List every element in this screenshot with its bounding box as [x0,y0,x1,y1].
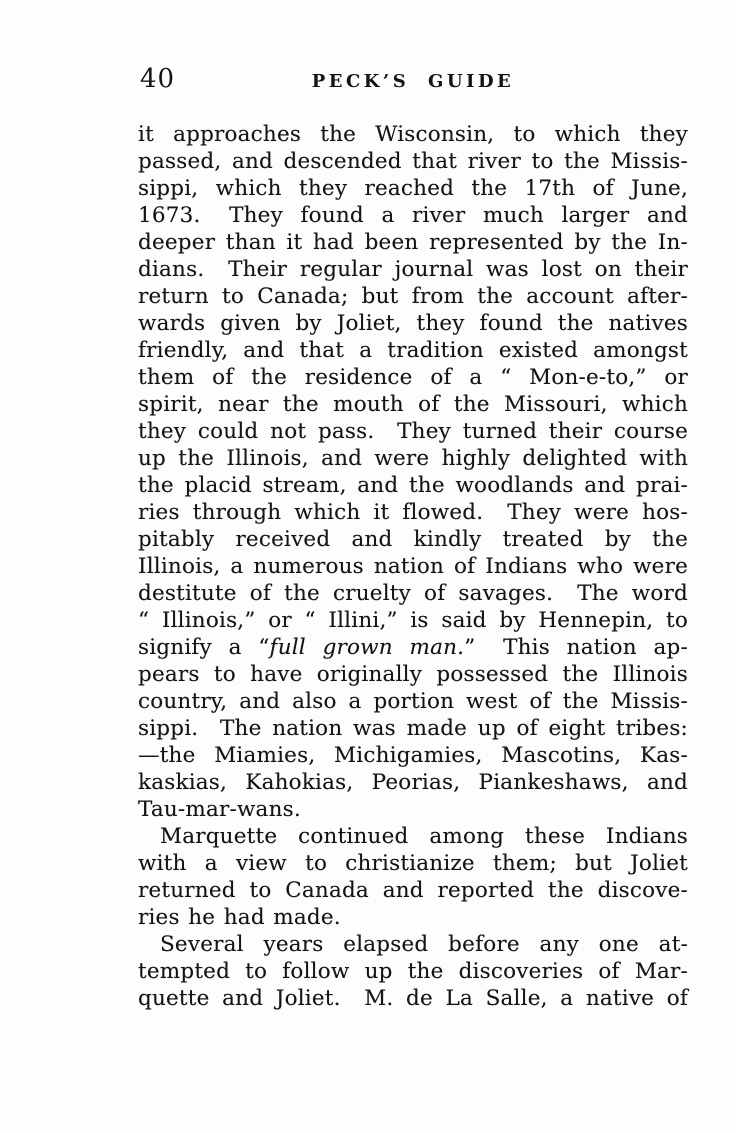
text-line: pears to have originally possessed the Illinois [138,662,688,687]
text-line: up the Illinois, and were highly delighted with [138,446,688,471]
text-line: it approaches the Wisconsin, to which they [138,122,688,147]
text-line: they could not pass. They turned their course [138,419,688,444]
text-line: quette and Joliet. M. de La Salle, a native of [138,986,688,1011]
text-line: sippi. The nation was made up of eight tribes: [138,716,688,741]
text-block [138,121,688,1012]
text-line: country, and also a portion west of the Missis- [138,689,688,714]
text-line: dians. Their regular journal was lost on their [138,257,688,282]
text-line: spirit, near the mouth of the Missouri, which [138,392,688,417]
text-line: 1673. They found a river much larger and [138,203,688,228]
text-line: friendly, and that a tradition existed amongst [138,338,688,363]
text-line: destitute of the cruelty of savages. The word [138,581,688,606]
text-line: pitably received and kindly treated by the [138,527,688,552]
text-line: ries through which it flowed. They were hos- [138,500,688,525]
text-line [138,634,688,661]
text-line: deeper than it had been represented by the In- [138,230,688,255]
text-line: returned to Canada and reported the discove- [138,878,688,903]
text-line: Tau-mar-wans. [138,797,301,822]
page-number: 40 [140,64,176,94]
text-line: tempted to follow up the discoveries of Mar- [138,959,688,984]
text-line: Several years elapsed before any one at- [160,932,688,957]
text-line: passed, and descended that river to the Missis- [138,149,688,174]
italic-phrase: full grown man. [269,635,465,660]
text-line: ries he had made. [138,905,341,930]
text-line: sippi, which they reached the 17th of June, [138,176,688,201]
text-line: Marquette continued among these Indians [160,824,688,849]
text-segment: signify a “ [138,635,270,660]
text-line: return to Canada; but from the account after- [138,284,688,309]
text-line: —the Miamies, Michigamies, Mascotins, Kas- [138,743,688,768]
text-line: “ Illinois,” or “ Illini,” is said by Hennepin, to [138,608,688,633]
text-line: Illinois, a numerous nation of Indians who were [138,554,688,579]
text-line: kaskias, Kahokias, Peorias, Piankeshaws, and [138,770,688,795]
text-line: with a view to christianize them; but Joliet [138,851,688,876]
text-segment: ” This nation ap- [464,635,688,660]
running-header: PECK’S GUIDE [311,71,515,92]
text-line: the placid stream, and the woodlands and prai- [138,473,688,498]
text-line: them of the residence of a “ Mon-e-to,” or [138,365,688,390]
text-line: wards given by Joliet, they found the natives [138,311,688,336]
page-header [138,64,688,96]
